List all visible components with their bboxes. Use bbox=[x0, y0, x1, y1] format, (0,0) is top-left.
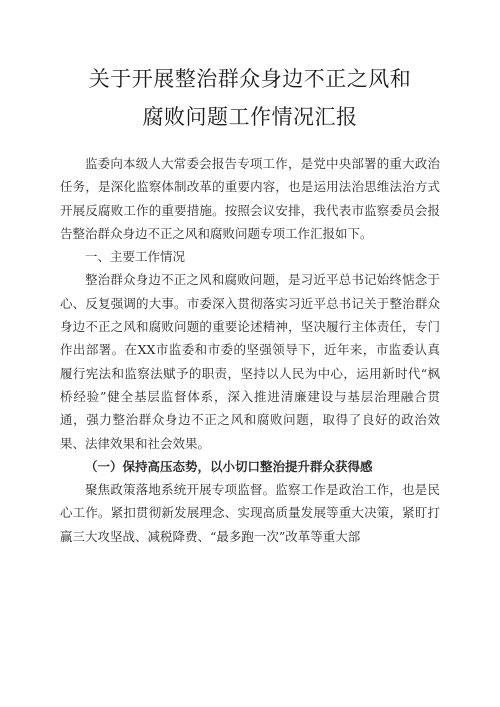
document-title-line-2: 腐败问题工作情况汇报 bbox=[142, 105, 358, 129]
intro-paragraph: 监委向本级人大常委会报告专项工作，是党中央部署的重大政治任务，是深化监察体制改革的重要内容，也是运用法治思维法治方式开展反腐败工作的重要措施。按照会议安排，我代表市监察委员会报告整治群众身边不正之风和腐败问题专项工作汇报如下。 bbox=[60, 156, 440, 241]
document-body bbox=[60, 152, 440, 548]
subsection-heading: （一）保持高压态势，以小切口整治提升群众获得感 bbox=[85, 458, 373, 474]
body-paragraph: 聚焦政策落地系统开展专项监督。监察工作是政治工作，也是民心工作。紧扣贯彻新发展理念、实现高质量发展等重大决策，紧盯打赢三大攻坚战、减税降费、“最多跑一次”改革等重大部 bbox=[60, 482, 440, 544]
section-heading: 一、主要工作情况 bbox=[85, 249, 186, 265]
body-paragraph: 整治群众身边不正之风和腐败问题，是习近平总书记始终惦念于心、反复强调的大事。市委深入贯彻落实习近平总书记关于整治群众身边不正之风和腐败问题的重要论述精神，坚决履行主体责任，专门作出部署。在XX市监委和市委的坚强领导下，近年来，市监委认真履行宪法和监察法赋予的职责，坚持以人民为中心，运用新时代“枫桥经验”健全基层监督体系，深入推进清廉建设与基层治理融合贯通，强力整治群众身边不正之风和腐败问题，取得了良好的政治效果、法律效果和社会效果。 bbox=[60, 272, 440, 451]
document-title-line-1: 关于开展整治群众身边不正之风和 bbox=[88, 67, 412, 91]
